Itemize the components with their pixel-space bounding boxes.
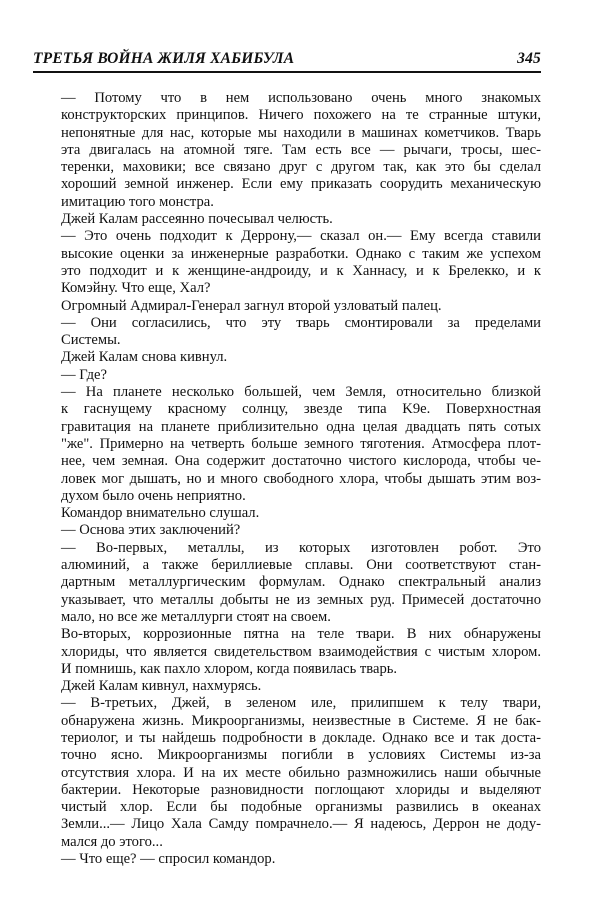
text-line: Во-вторых, коррозионные пятна на теле твари. В них обнаружены (61, 626, 541, 643)
text-line: — Они согласились, что эту тварь смонтировали за пределами (61, 314, 541, 331)
text-line: это подходит и к женщине-андроиду, и к Ханнасу, и к Брелекко, и к (61, 262, 541, 279)
text-line: эта двигалась на атомной тяге. Там есть все — рычаги, тросы, шес- (61, 141, 541, 158)
chapter-title: ТРЕТЬЯ ВОЙНА ЖИЛЯ ХАБИБУЛА (33, 50, 295, 67)
text-line: И помнишь, как пахло хлором, когда появилась тварь. (61, 660, 398, 677)
text-line: — Что еще? — спросил командор. (61, 851, 276, 868)
text-line: — Потому что в нем использовано очень много знакомых (61, 90, 541, 106)
text-line: гравитация на планете приблизительно одна целая двадцать пять сотых (61, 418, 541, 435)
text-line: — На планете несколько большей, чем Земля, относительно близкой (61, 384, 541, 401)
text-line: конструкторских принципов. Ничего похожего на те странные штуки, (61, 107, 541, 124)
text-line: Джей Калам кивнул, нахмурясь. (61, 678, 262, 695)
text-line: хлориды, что является свидетельством взаимодействия с чистым хлором. (61, 643, 541, 660)
text-line: чистый хлор. Если бы подобные организмы развились в океанах (61, 799, 541, 816)
body-text (61, 90, 541, 868)
text-line: Системы. (61, 332, 121, 349)
text-line: — Где? (61, 366, 107, 383)
text-line: отсутствия хлора. И на их месте обильно размножились наши обычные (61, 764, 541, 781)
text-line: непонятные для нас, которые мы находили в машинах кометчиков. Тварь (61, 124, 541, 141)
text-line: духом было очень неприятно. (61, 487, 246, 504)
text-line: теренки, маховики; все связано друг с другом так, как это бы сделал (61, 159, 541, 176)
running-header (33, 50, 541, 68)
text-line: указывает, что металлы добыты не из земных руд. Примесей достаточно (61, 591, 541, 608)
text-line: хороший земной инженер. Если ему приказать соорудить механическую (61, 176, 541, 193)
text-line: высокие оценки за инженерные разработки. Однако с таким же успехом (61, 245, 541, 262)
text-line: Джей Калам снова кивнул. (61, 349, 228, 366)
text-line: мался до этого... (61, 833, 163, 850)
text-line: нее, чем земная. Она содержит достаточно чистого кислорода, чтобы че- (61, 453, 541, 470)
text-line: териолог, и ты найдешь подробности в докладе. Однако все и так доста- (61, 729, 541, 746)
text-line: точно ясно. Микроорганизмы погибли в условиях Системы из-за (61, 747, 541, 764)
text-line: мало, но все же металлурги стоят на своем. (61, 608, 331, 625)
text-line: — Это очень подходит к Деррону,— сказал он.— Ему всегда ставили (61, 228, 541, 245)
text-line: Комэйну. Что еще, Хал? (61, 280, 211, 297)
text-line: бактерии. Некоторые разновидности поглощают хлориды и выделяют (61, 781, 541, 798)
text-line: Земли...— Лицо Хала Самду помрачнело.— Я надеюсь, Деррон не доду- (61, 816, 541, 833)
text-line: обнаружена жизнь. Микроорганизмы, неизвестные в Системе. Я не бак- (61, 712, 541, 729)
text-line: Огромный Адмирал-Генерал загнул второй узловатый палец. (61, 297, 442, 314)
text-line: ловек мог дышать, но и много свободного хлора, чтобы дышать этим воз- (61, 470, 541, 487)
page-number: 345 (517, 50, 541, 67)
text-line: Джей Калам рассеянно почесывал челюсть. (61, 211, 333, 228)
text-line: — Основа этих заключений? (61, 522, 241, 539)
text-line: "же". Примерно на четверть больше земного тяготения. Атмосфера плот- (61, 435, 541, 452)
text-line: — В-третьих, Джей, в зеленом иле, прилипшем к телу твари, (61, 695, 541, 712)
text-line: к гаснущему красному солнцу, звезде типа K9e. Поверхностная (61, 401, 541, 418)
text-line: дартным металлургическим формулам. Однако спектральный анализ (61, 574, 541, 591)
header-rule (33, 71, 541, 73)
text-line: имитацию того монстра. (61, 193, 214, 210)
text-line: Командор внимательно слушал. (61, 505, 260, 522)
text-line: — Во-первых, металлы, из которых изготовлен робот. Это (61, 539, 541, 556)
text-line: алюминий, а также бериллиевые сплавы. Они соответствуют стан- (61, 557, 541, 574)
